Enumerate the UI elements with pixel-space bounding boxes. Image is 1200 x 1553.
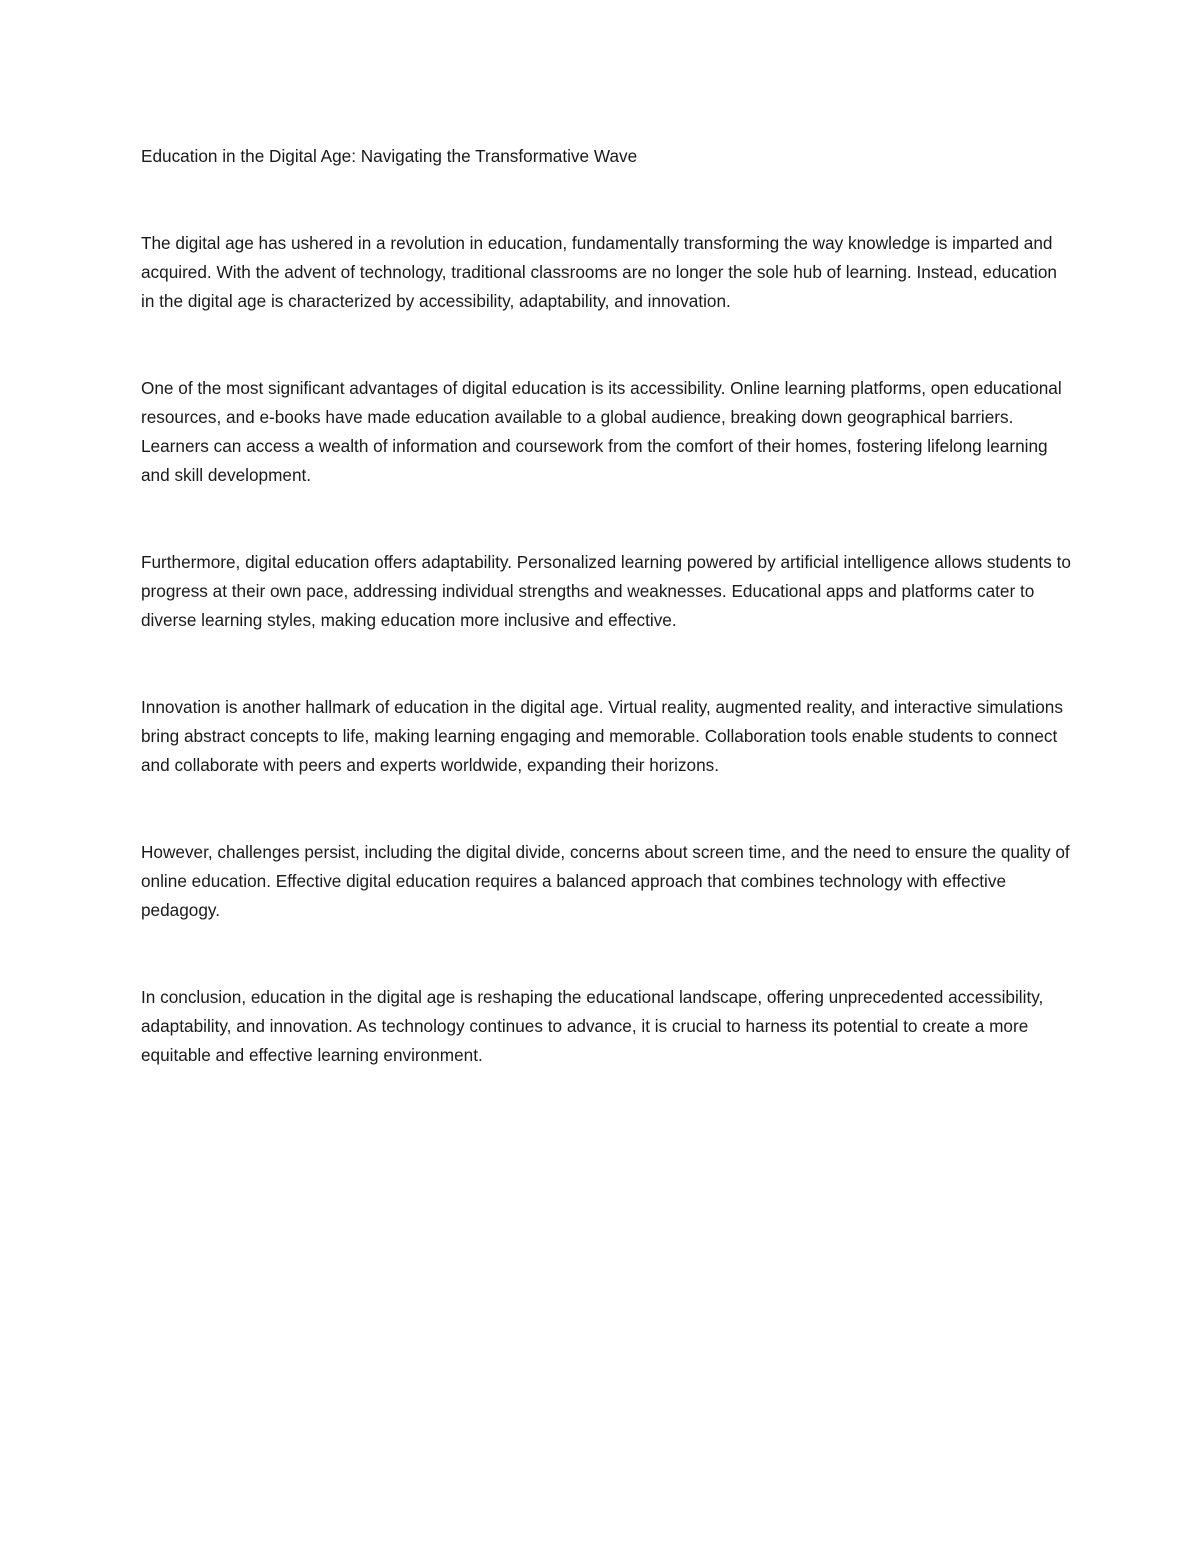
paragraph-conclusion: In conclusion, education in the digital age is reshaping the educational landscape, offering unprecedented accessibility, adaptability, and innovation. As technology continues to advance, it is crucial to harness its potential to create a more equitable and effective learning environment. xyxy=(141,987,1044,1065)
paragraph-adaptability: Furthermore, digital education offers adaptability. Personalized learning powered by artificial intelligence allows students to progress at their own pace, addressing individual strengths and weaknesses. Educational apps and platforms cater to diverse learning styles, making education more inclusive and effective. xyxy=(141,552,1071,630)
paragraph-challenges: However, challenges persist, including the digital divide, concerns about screen time, and the need to ensure the quality of online education. Effective digital education requires a balanced approach that combines technology with effective pedagogy. xyxy=(141,842,1070,920)
paragraph-innovation: Innovation is another hallmark of education in the digital age. Virtual reality, augmented reality, and interactive simulations bring abstract concepts to life, making learning engaging and memorable. Collaboration tools enable students to connect and collaborate with peers and experts worldwide, expanding their horizons. xyxy=(141,697,1063,775)
document-body xyxy=(141,142,1071,1070)
paragraph-accessibility: One of the most significant advantages of digital education is its accessibility. Online learning platforms, open educational resources, and e-books have made education available to a global audience, breaking down geographical barriers. Learners can access a wealth of information and coursework from the comfort of their homes, fostering lifelong learning and skill development. xyxy=(141,378,1062,485)
paragraph-intro: The digital age has ushered in a revolution in education, fundamentally transforming the way knowledge is imparted and acquired. With the advent of technology, traditional classrooms are no longer the sole hub of learning. Instead, education in the digital age is characterized by accessibility, adaptability, and innovation. xyxy=(141,233,1057,311)
document-title: Education in the Digital Age: Navigating the Transformative Wave xyxy=(141,146,638,166)
